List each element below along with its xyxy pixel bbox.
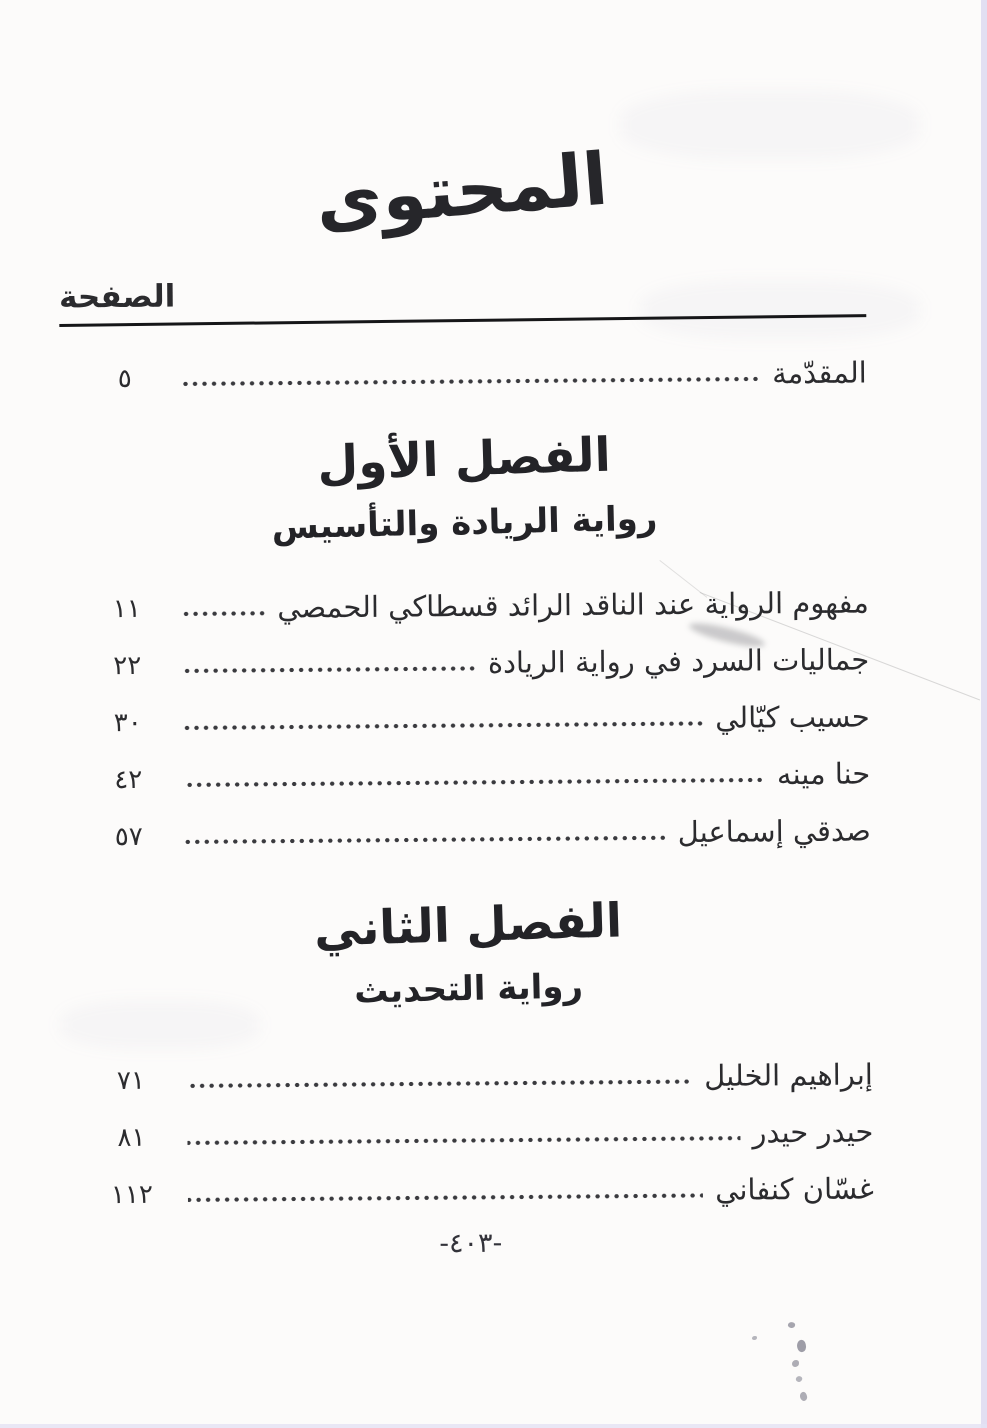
ink-speck	[795, 1375, 803, 1383]
chapter-1-subtitle: رواية الريادة والتأسيس	[271, 498, 658, 548]
chapter-2-heading: الفصل الثاني	[313, 893, 623, 958]
chapter-1-heading: الفصل الأول	[316, 427, 612, 492]
toc-content	[57, 0, 875, 1262]
toc-entry-label: إبراهيم الخليل	[704, 1057, 874, 1093]
ink-speck	[752, 1336, 757, 1340]
toc-entry-label: حيدر حيدر	[752, 1114, 874, 1150]
dot-leader	[184, 776, 765, 788]
ink-speck	[792, 1360, 799, 1367]
dot-leader	[183, 665, 476, 675]
toc-entry	[66, 1092, 873, 1156]
ink-speck	[796, 1339, 808, 1353]
chapter-1-entries	[61, 563, 870, 855]
toc-entry	[61, 563, 868, 627]
header-rule	[59, 314, 866, 327]
dot-leader	[184, 720, 703, 732]
toc-entry-intro	[60, 340, 867, 397]
toc-entry-page: ٤٢	[114, 764, 143, 795]
scan-edge-right	[981, 0, 987, 1428]
toc-entry-label: غسّان كنفاني	[715, 1171, 875, 1207]
chapter-2-subtitle: رواية التحديث	[353, 966, 584, 1012]
toc-entry-page: ٥٧	[114, 821, 143, 852]
dot-leader	[188, 1192, 703, 1203]
page-title: المحتوى	[312, 136, 611, 244]
toc-entry	[66, 1035, 873, 1099]
chapter-2-entries	[66, 1035, 874, 1213]
toc-entry-page: ٥	[117, 363, 132, 394]
toc-entry-page: ١١٢	[110, 1179, 154, 1211]
toc-entry	[63, 791, 870, 855]
toc-entry-page: ٧١	[116, 1065, 146, 1096]
dot-leader	[183, 610, 266, 618]
toc-entry-label: صدقي إسماعيل	[677, 813, 871, 849]
footer-page-number: -٤٠٣-	[439, 1227, 503, 1260]
page-column-header: الصفحة	[58, 278, 176, 316]
toc-entry	[62, 620, 869, 684]
toc-entry-label: حنا مينه	[776, 756, 871, 792]
toc-entry-page: ٢٢	[113, 650, 142, 681]
ink-speck	[787, 1321, 796, 1329]
toc-entry-label: حسيب كيّالي	[714, 699, 870, 735]
toc-entry-page: ٨١	[117, 1122, 146, 1153]
toc-entry-label: مفهوم الرواية عند الناقد الرائد قسطاكي الحمصي	[277, 585, 869, 625]
dot-leader	[187, 1135, 740, 1147]
toc-entry	[62, 677, 869, 741]
toc-entry-label: المقدّمة	[771, 355, 867, 391]
toc-entry-label: جماليات السرد في رواية الريادة	[487, 642, 870, 680]
toc-entry	[63, 734, 870, 798]
dot-leader	[185, 834, 666, 845]
toc-entry-page: ١١	[112, 593, 141, 624]
dot-leader	[181, 375, 760, 387]
dot-leader	[187, 1078, 692, 1089]
toc-entry-page: ٣٠	[113, 707, 142, 738]
scan-edge-bottom	[0, 1424, 987, 1428]
ink-speck	[798, 1391, 808, 1402]
toc-entry	[67, 1149, 874, 1213]
